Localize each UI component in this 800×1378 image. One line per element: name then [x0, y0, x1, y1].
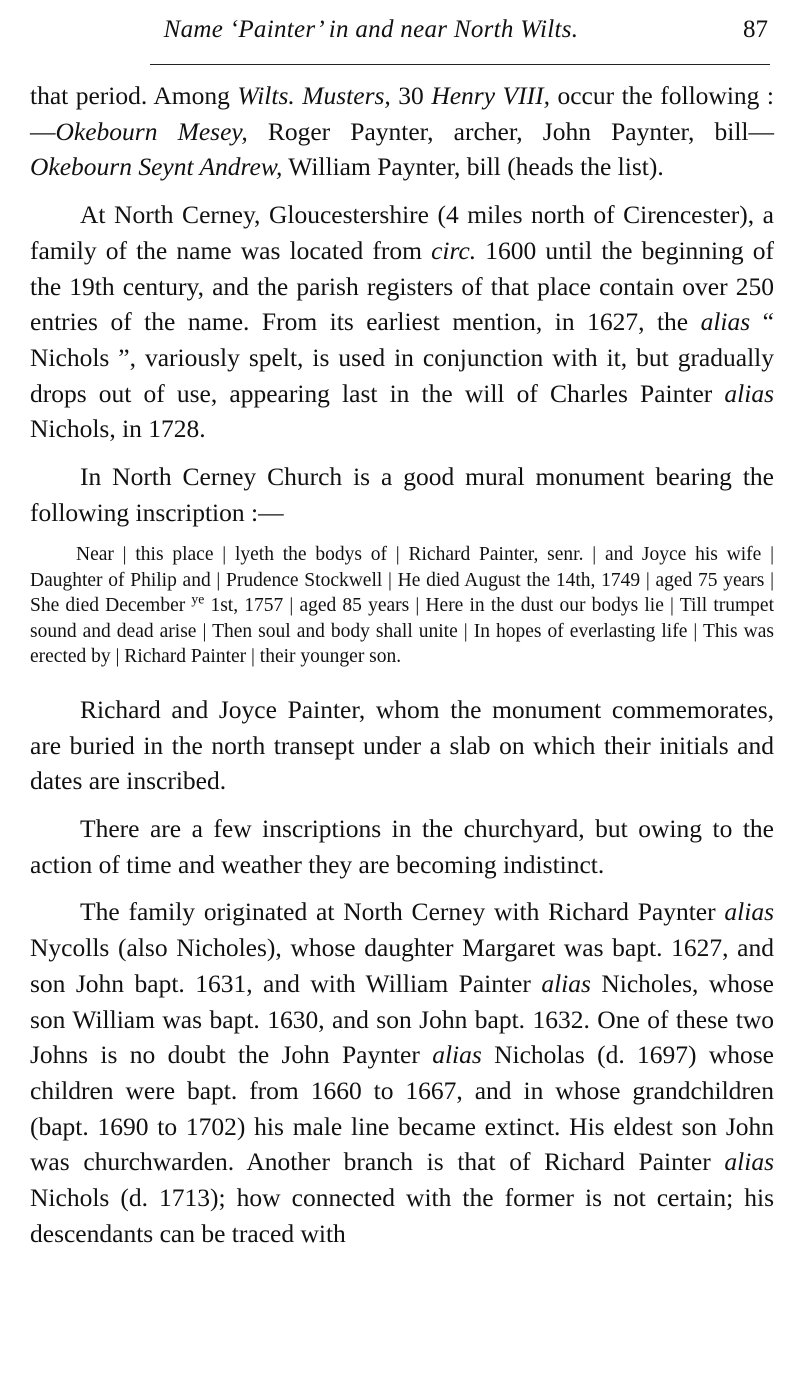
text-span: Nycolls (also Nicholes), whose daughter Margaret was bapt. 1627, and son John bapt. 1631, and with William Painter — [30, 933, 774, 998]
text-span: Nicholas (d. 1697) whose children were bapt. from 1660 to 1667, and in whose grandchildren (bapt. 1690 to 1702) his male line became extinct. His eldest son John was churchwarden. Another branch is that of Richard Painter — [30, 1040, 774, 1177]
italic-span: alias — [724, 897, 774, 927]
superscript: ye — [191, 591, 205, 607]
header-rule — [150, 64, 770, 65]
italic-span: alias — [724, 378, 774, 408]
paragraph-monument: In North Cerney Church is a good mural monument bearing the following inscription :— — [30, 462, 774, 527]
text-span: At North Cerney, Gloucestershire (4 miles north of Cirencester), a family of the name was located from — [30, 200, 774, 265]
text-span: Near | this place | lyeth the bodys of | Richard Painter, senr. | and Joyce his wife | Daughter of Philip and | Prudence Stockwell | He died August the 14th, 1749 | aged 75 years | She died December — [30, 544, 774, 617]
paragraph-musters — [30, 78, 774, 185]
italic-span: alias — [432, 1040, 482, 1070]
text-span: William Paynter, bill (heads the list). — [282, 152, 664, 182]
running-title: Name ‘Painter’ in and near North Wilts. — [163, 16, 579, 43]
italic-span: Wilts. Musters, — [237, 81, 391, 110]
text-span: 1st, 1757 | aged 85 years | Here in the dust our bodys lie | Till trumpet sound and dead arise | Then soul and body shall unite | In hopes of everlasting life | This was erected by | Richard Painter | their younger son. — [30, 595, 775, 668]
paragraph-burial: Richard and Joyce Painter, whom the monument commemorates, are buried in the north transept under a slab on which their initials and dates are inscribed. — [30, 694, 774, 796]
text-span: Nichols, in 1728. — [30, 414, 206, 444]
text-span: Nichols (d. 1713); how connected with the former is not certain; his descendants can be traced with — [30, 1183, 774, 1248]
italic-span: circ. — [431, 235, 477, 265]
italic-span: Okebourn Mesey, — [55, 116, 248, 146]
italic-span: Okebourn Seynt Andrew, — [30, 152, 283, 182]
text-span: Roger Paynter, archer, John Paynter, bill— — [247, 116, 774, 146]
text-span: occur the following :— — [30, 81, 775, 146]
text-span: 30 — [390, 81, 432, 110]
italic-span: alias — [700, 307, 751, 337]
italic-span: alias — [541, 968, 591, 998]
text-span: “ Nichols ”, variously spelt, is used in conjunction with it, but gradually drops out of use, appearing last in the will of Charles Painter — [30, 307, 774, 408]
body-text — [30, 78, 774, 1263]
text-span: 1600 until the beginning of the 19th century, and the parish registers of that place contain over 250 entries of the name. From its earliest mention, in 1627, the — [30, 235, 775, 337]
paragraph-north-cerney — [30, 197, 774, 447]
text-span: Nicholes, whose son William was bapt. 1630, and son John bapt. 1632. One of these two Johns is no doubt the John Paynter — [30, 968, 774, 1070]
text-span: that period. Among — [30, 81, 238, 110]
italic-span: alias — [724, 1147, 774, 1177]
text-span: The family originated at North Cerney with Richard Paynter — [80, 897, 725, 927]
italic-span: Henry VIII, — [431, 81, 550, 110]
paragraph-family-origin — [30, 894, 774, 1251]
page-header — [30, 12, 772, 50]
monument-inscription — [30, 542, 774, 670]
page-number: 87 — [743, 16, 768, 43]
paragraph-churchyard: There are a few inscriptions in the churchyard, but owing to the action of time and weather they are becoming indistinct. — [30, 814, 774, 879]
